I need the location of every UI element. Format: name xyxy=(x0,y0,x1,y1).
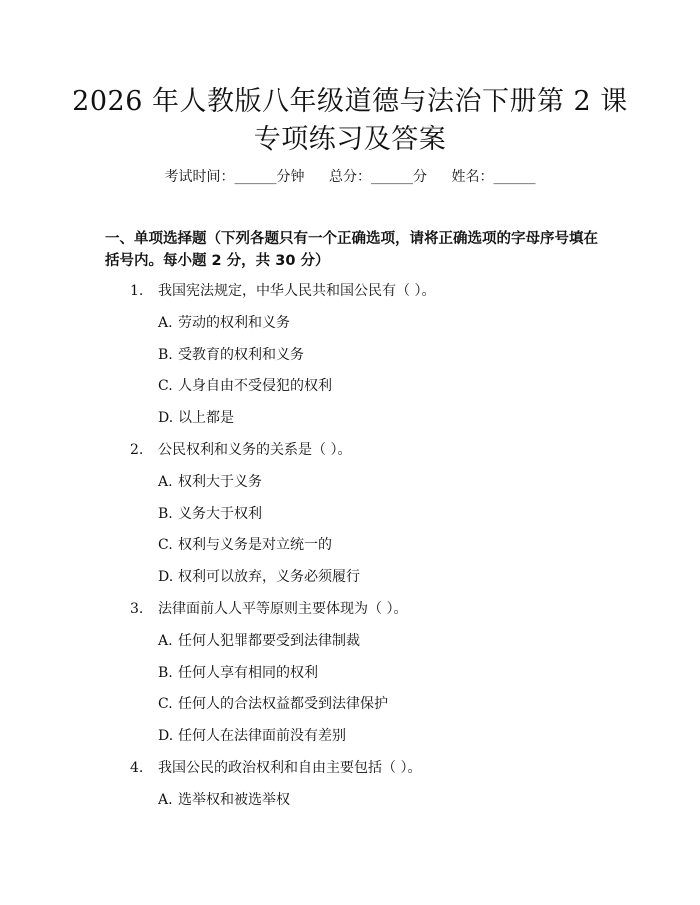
option-text: 任何人在法律面前没有差别 xyxy=(178,728,346,745)
document-title-line-2: 专项练习及答案 xyxy=(253,124,447,155)
option-text: 义务大于权利 xyxy=(178,505,262,522)
student-name-label: 姓名： xyxy=(451,169,494,185)
question-number: 2. xyxy=(130,441,144,458)
option-letter: A. xyxy=(158,314,173,331)
option-letter: D. xyxy=(158,410,174,427)
option-text: 选举权和被选举权 xyxy=(178,791,290,808)
question-2 xyxy=(0,439,700,471)
option-1a xyxy=(0,312,700,344)
question-number: 3. xyxy=(130,600,144,617)
option-text: 任何人犯罪都要受到法律制裁 xyxy=(178,632,360,649)
option-letter: A. xyxy=(158,473,173,490)
option-3d xyxy=(0,725,700,757)
option-1d xyxy=(0,407,700,439)
option-text: 任何人享有相同的权利 xyxy=(178,664,318,681)
student-name-field xyxy=(451,169,535,185)
exam-info xyxy=(0,167,700,187)
question-text: 我国宪法规定，中华人民共和国公民有（ ）。 xyxy=(158,283,436,299)
option-1c xyxy=(0,375,700,407)
option-2b xyxy=(0,503,700,535)
option-letter: C. xyxy=(158,378,173,395)
exam-time-label: 考试时间： xyxy=(164,169,235,185)
option-text: 任何人的合法权益都受到法律保护 xyxy=(178,696,388,713)
option-3a xyxy=(0,630,700,662)
question-number: 4. xyxy=(130,759,144,776)
document-title-line-1: 2026 年人教版八年级道德与法治下册第 2 课 xyxy=(72,86,628,117)
total-score-label: 总分： xyxy=(329,169,371,185)
option-text: 权利可以放弃，义务必须履行 xyxy=(178,569,360,586)
question-3 xyxy=(0,598,700,630)
option-2c xyxy=(0,534,700,566)
section-header: 一、单项选择题（下列各题只有一个正确选项，请将正确选项的字母序号填在括号内。每小题 2 分，共 30 分） xyxy=(105,231,598,269)
option-2a xyxy=(0,471,700,503)
option-letter: B. xyxy=(158,505,173,522)
exam-time-blank: ______ xyxy=(234,169,277,185)
option-text: 以上都是 xyxy=(178,410,234,427)
question-number: 1. xyxy=(130,283,144,299)
total-score-field xyxy=(329,169,427,185)
question-4 xyxy=(0,757,700,789)
option-4a xyxy=(0,789,700,821)
total-score-unit: 分 xyxy=(413,169,427,185)
question-text: 我国公民的政治权利和自由主要包括（ ）。 xyxy=(158,759,422,776)
option-text: 劳动的权利和义务 xyxy=(178,314,290,331)
option-3c xyxy=(0,693,700,725)
option-letter: B. xyxy=(158,664,173,681)
option-2d xyxy=(0,566,700,598)
option-letter: D. xyxy=(158,728,174,745)
option-letter: D. xyxy=(158,569,174,586)
option-text: 人身自由不受侵犯的权利 xyxy=(178,378,332,395)
student-name-blank: ______ xyxy=(493,169,536,185)
option-letter: C. xyxy=(158,537,173,554)
option-text: 受教育的权利和义务 xyxy=(178,346,304,363)
option-text: 权利与义务是对立统一的 xyxy=(178,537,332,554)
option-letter: C. xyxy=(158,696,173,713)
total-score-blank: ______ xyxy=(371,169,413,185)
question-text: 法律面前人人平等原则主要体现为（ ）。 xyxy=(158,600,408,617)
question-1 xyxy=(0,280,700,312)
option-3b xyxy=(0,662,700,694)
exam-time-field xyxy=(165,169,305,185)
option-letter: A. xyxy=(158,632,173,649)
option-letter: A. xyxy=(158,791,173,808)
exam-time-unit: 分钟 xyxy=(276,169,305,185)
question-list xyxy=(0,280,700,821)
question-text: 公民权利和义务的关系是（ ）。 xyxy=(158,441,352,458)
option-1b xyxy=(0,344,700,376)
option-text: 权利大于义务 xyxy=(178,473,262,490)
option-letter: B. xyxy=(158,346,173,363)
